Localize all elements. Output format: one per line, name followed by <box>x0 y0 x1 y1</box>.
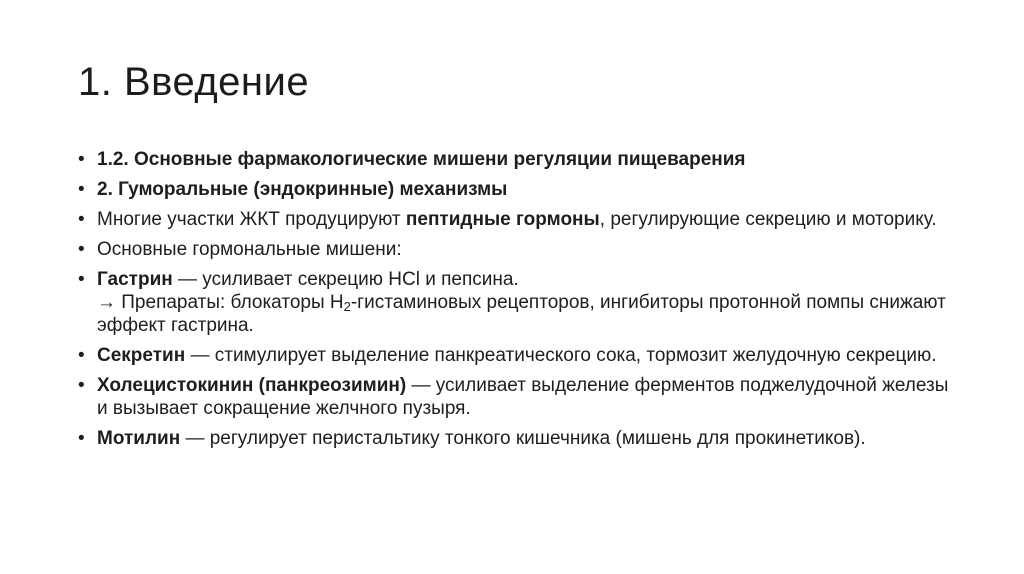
list-item <box>78 344 958 367</box>
bullet-bold-text: Мотилин <box>97 428 181 449</box>
bullet-dot-icon: • <box>78 428 85 449</box>
list-item <box>78 427 958 450</box>
list-item <box>78 268 958 337</box>
subscript: 2 <box>343 299 351 314</box>
drug-note-text: -гистаминовых рецепторов, ингибиторы протонной помпы снижают эффект гастрина. <box>97 292 946 336</box>
bullet-dot-icon: • <box>78 209 85 230</box>
list-item <box>78 208 958 231</box>
bullet-text: — усиливает секрецию HCl и пепсина. <box>172 269 519 290</box>
bullet-dot-icon: • <box>78 345 85 366</box>
slide-title: 1. Введение <box>78 60 310 104</box>
bullet-dot-icon: • <box>78 269 85 290</box>
bullet-text: — регулирует перистальтику тонкого кишечника (мишень для прокинетиков). <box>180 428 866 449</box>
bullet-bold-text: 1.2. Основные фармакологические мишени регуляции пищеварения <box>97 149 746 170</box>
list-item <box>78 238 958 261</box>
bullet-bold-text: Холецистокинин (панкреозимин) <box>97 375 407 396</box>
drug-note-text: → Препараты: блокаторы H <box>97 292 344 313</box>
drug-note <box>97 291 958 337</box>
bullet-bold-text: пептидные гормоны <box>405 209 600 230</box>
bullet-bold-text: Гастрин <box>97 269 173 290</box>
bullet-text: — усиливает выделение ферментов поджелудочной железы и вызывает сокращение желчного пузыря. <box>97 375 949 419</box>
list-item <box>78 178 958 201</box>
bullet-text: Основные гормональные мишени: <box>97 239 402 260</box>
bullet-dot-icon: • <box>78 149 85 170</box>
bullet-bold-text: Секретин <box>97 345 186 366</box>
bullet-text: Многие участки ЖКТ продуцируют <box>97 209 406 230</box>
bullet-text: , регулирующие секрецию и моторику. <box>599 209 937 230</box>
bullet-dot-icon: • <box>78 239 85 260</box>
bullet-dot-icon: • <box>78 179 85 200</box>
list-item <box>78 148 958 171</box>
bullet-bold-text: 2. Гуморальные (эндокринные) механизмы <box>97 179 508 200</box>
bullet-dot-icon: • <box>78 375 85 396</box>
list-item <box>78 374 958 420</box>
bullet-text: — стимулирует выделение панкреатического сока, тормозит желудочную секрецию. <box>185 345 937 366</box>
bullet-list <box>78 148 958 457</box>
